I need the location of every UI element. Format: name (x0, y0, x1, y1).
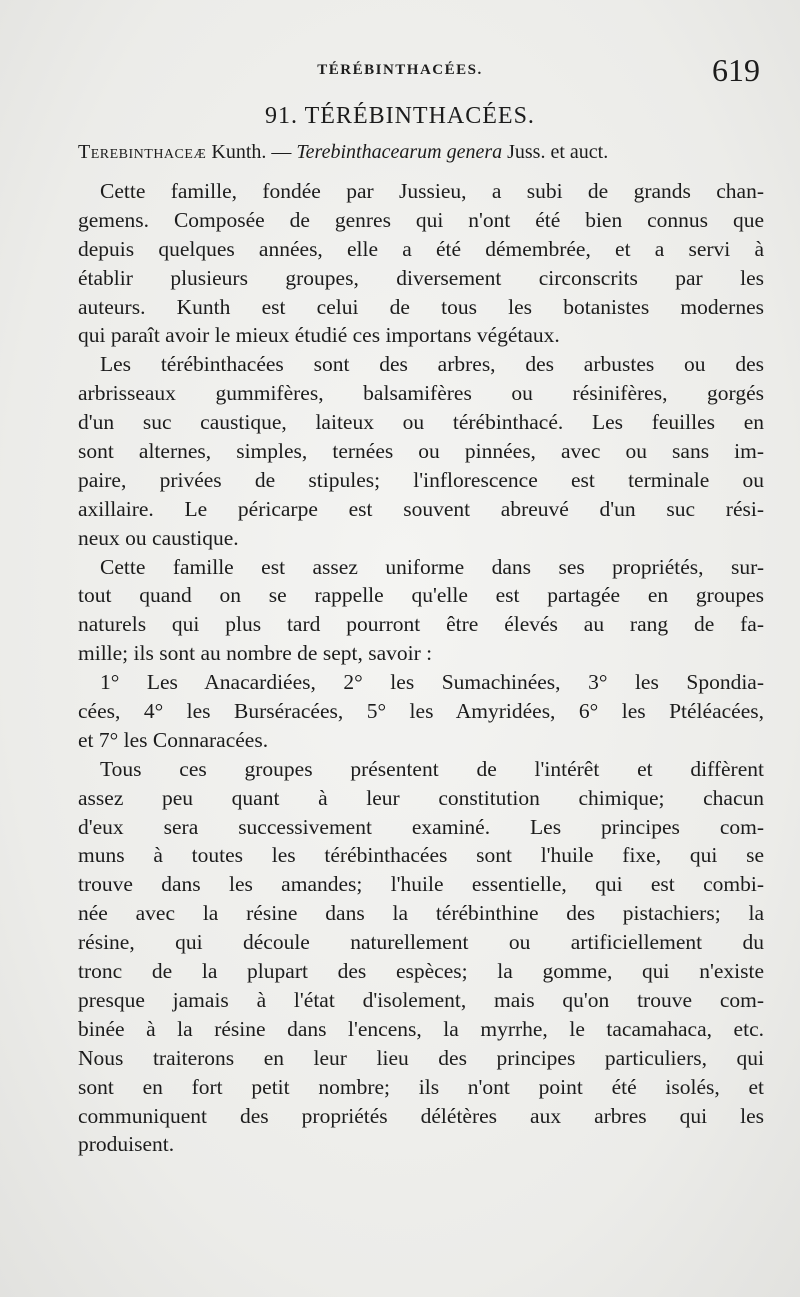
text-line: naturels qui plus tard pourront être élevés au rang de fa- (78, 612, 764, 637)
text-line: Cette famille est assez uniforme dans ses propriétés, sur- (100, 554, 764, 579)
text-line: auteurs. Kunth est celui de tous les botanistes modernes (78, 294, 764, 319)
running-head (0, 52, 800, 88)
section-title: 91. TÉRÉBINTHACÉES. (265, 103, 535, 129)
text-line: muns à toutes les térébinthacées sont l'huile fixe, qui se (78, 843, 764, 868)
text-line: établir plusieurs groupes, diversement circonscrits par les (78, 265, 764, 290)
text-line: depuis quelques années, elle a été démembrée, et a servi à (78, 236, 764, 261)
text-line: sont alternes, simples, ternées ou pinnées, avec ou sans im- (78, 439, 764, 464)
text-line: neux ou caustique. (78, 525, 239, 550)
text-line: tout quand on se rappelle qu'elle est partagée en groupes (78, 583, 764, 608)
text-line: Les térébinthacées sont des arbres, des arbustes ou des (100, 352, 764, 377)
text-line: d'eux sera successivement examiné. Les principes com- (78, 814, 764, 839)
synonymy-author: Kunth. — (206, 141, 297, 163)
text-line: 1° Les Anacardiées, 2° les Sumachinées, 3° les Spondia- (100, 670, 764, 695)
synonymy-italic: Terebinthacearum genera (296, 141, 503, 163)
family-latin-name: Terebinthaceæ (78, 141, 207, 163)
text-line: née avec la résine dans la térébinthine des pistachiers; la (78, 901, 764, 926)
text-line: résine, qui découle naturellement ou artificiellement du (78, 930, 764, 955)
text-line: trouve dans les amandes; l'huile essentielle, qui est combi- (78, 872, 764, 897)
text-line: qui paraît avoir le mieux étudié ces importans végétaux. (78, 323, 560, 348)
text-line: Nous traiterons en leur lieu des principes particuliers, qui (78, 1045, 764, 1070)
text-line: gemens. Composée de genres qui n'ont été bien connus que (78, 207, 764, 232)
text-line: paire, privées de stipules; l'inflorescence est terminale ou (78, 467, 764, 492)
body-text (78, 177, 764, 1159)
page-number: 619 (712, 52, 760, 88)
synonymy-rest: Juss. et auct. (502, 141, 609, 163)
text-line: binée à la résine dans l'encens, la myrrhe, le tacamahaca, etc. (78, 1016, 764, 1041)
running-title: TÉRÉBINTHACÉES. (317, 62, 483, 78)
text-line: axillaire. Le péricarpe est souvent abreuvé d'un suc rési- (78, 496, 764, 521)
text-line: et 7° les Connaracées. (78, 727, 269, 752)
text-line: tronc de la plupart des espèces; la gomme, qui n'existe (78, 959, 764, 984)
text-line: arbrisseaux gummifères, balsamifères ou résinifères, gorgés (78, 381, 764, 406)
text-line: assez peu quant à leur constitution chimique; chacun (78, 785, 764, 810)
text-line: communiquent des propriétés délétères aux arbres qui les (78, 1103, 764, 1128)
text-line: presque jamais à l'état d'isolement, mais qu'on trouve com- (78, 987, 764, 1012)
text-line: cées, 4° les Burséracées, 5° les Amyridées, 6° les Ptéléacées, (78, 699, 764, 724)
text-line: produisent. (78, 1132, 175, 1157)
text-line: d'un suc caustique, laiteux ou térébinthacé. Les feuilles en (78, 410, 764, 435)
text-line: mille; ils sont au nombre de sept, savoir : (78, 641, 433, 666)
text-line: Tous ces groupes présentent de l'intérêt et diffèrent (100, 756, 764, 781)
text-line: sont en fort petit nombre; ils n'ont point été isolés, et (78, 1074, 764, 1099)
text-line: Cette famille, fondée par Jussieu, a subi de grands chan- (100, 179, 764, 203)
synonymy-line (78, 141, 762, 164)
